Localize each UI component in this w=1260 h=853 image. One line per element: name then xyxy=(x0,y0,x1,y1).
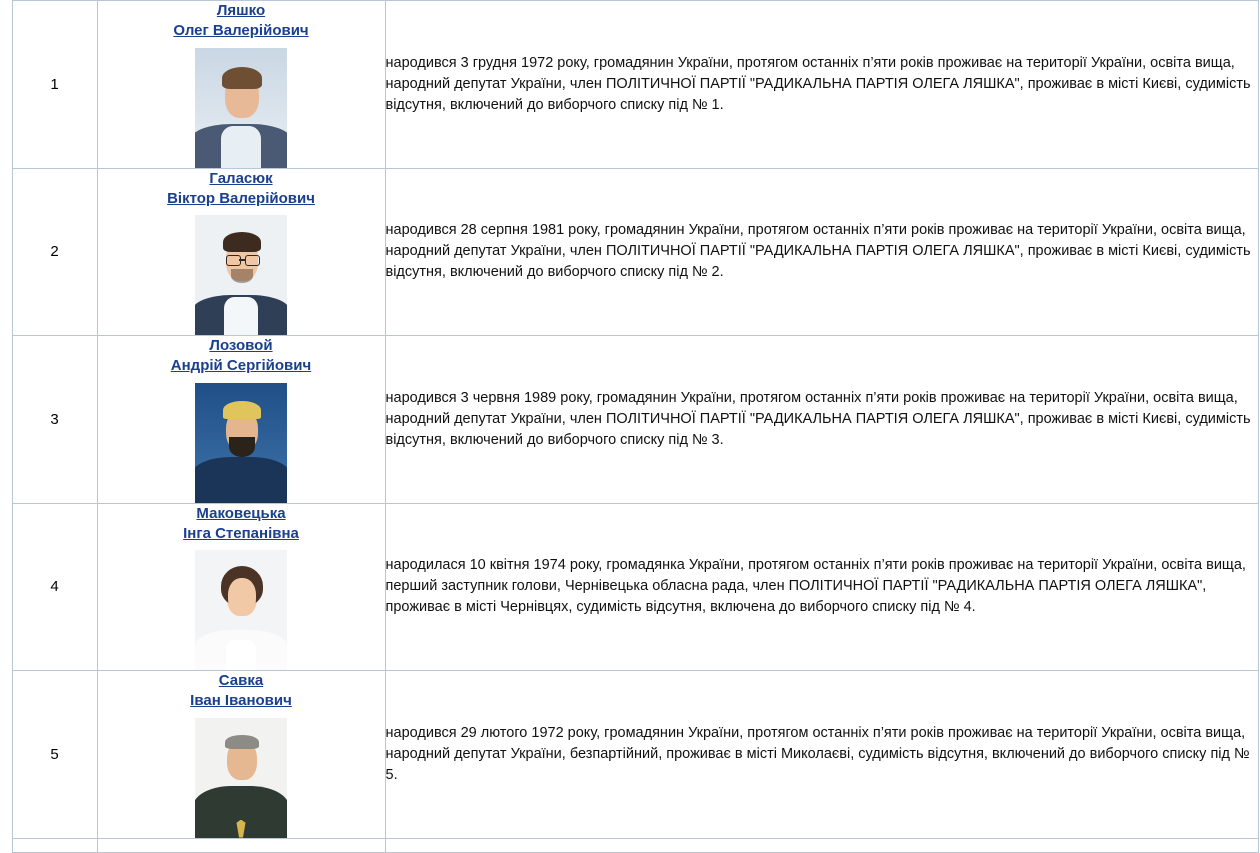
candidate-description: народився 3 червня 1989 року, громадянин України, протягом останніх п’яти років проживає на території України, освіта вища, народний депутат України, член ПОЛІТИЧНОЇ ПАРТІЇ "РАДИКАЛЬНА ПАРТІЯ ОЛЕГА ЛЯШКА", проживає в місті Києві, судимість відсутня, включений до виборчого списку під № 3. xyxy=(385,336,1258,504)
candidate-cell xyxy=(97,503,385,671)
left-spacer xyxy=(0,503,12,671)
candidate-surname: Маковецька xyxy=(196,504,286,522)
candidate-description: народився 3 грудня 1972 року, громадянин України, протягом останніх п’яти років проживає на території України, освіта вища, народний депутат України, член ПОЛІТИЧНОЇ ПАРТІЇ "РАДИКАЛЬНА ПАРТІЯ ОЛЕГА ЛЯШКА", проживає в місті Києві, судимість відсутня, включений до виборчого списку під № 1. xyxy=(385,1,1258,169)
candidate-surname: Галасюк xyxy=(209,169,273,187)
portrait-liashko xyxy=(195,48,287,168)
candidate-surname: Лозовой xyxy=(209,337,273,354)
candidate-name-link[interactable] xyxy=(98,1,385,42)
candidate-cell xyxy=(97,336,385,504)
left-spacer xyxy=(0,168,12,336)
candidate-cell xyxy=(97,168,385,336)
candidate-given-name: Віктор Валерійович xyxy=(167,189,315,207)
table-row xyxy=(0,671,1260,839)
left-spacer xyxy=(0,671,12,839)
left-spacer xyxy=(0,1,12,169)
candidate-cell xyxy=(97,1,385,169)
candidate-description: народилася 10 квітня 1974 року, громадянка України, протягом останніх п’яти років проживає на території України, освіта вища, перший заступник голови, Чернівецька обласна рада, член ПОЛІТИЧНОЇ ПАРТІЇ "РАДИКАЛЬНА ПАРТІЯ ОЛЕГА ЛЯШКА", проживає в місті Чернівцях, судимість відсутня, включена до виборчого списку під № 4. xyxy=(385,503,1258,671)
candidate-name-link[interactable] xyxy=(98,504,385,545)
portrait-makovetska xyxy=(195,550,287,670)
left-spacer xyxy=(0,838,12,852)
candidate-given-name: Інга Степанівна xyxy=(183,524,299,542)
table-row xyxy=(0,336,1260,504)
row-number: 3 xyxy=(12,336,97,504)
row-number: 4 xyxy=(12,503,97,671)
table-row-partial xyxy=(0,838,1260,852)
left-spacer xyxy=(0,336,12,504)
portrait-halasiuk xyxy=(195,215,287,335)
candidate-description: народився 28 серпня 1981 року, громадянин України, протягом останніх п’яти років проживає на території України, освіта вища, народний депутат України, член ПОЛІТИЧНОЇ ПАРТІЇ "РАДИКАЛЬНА ПАРТІЯ ОЛЕГА ЛЯШКА", проживає в місті Києві, судимість відсутня, включений до виборчого списку під № 2. xyxy=(385,168,1258,336)
candidate-given-name: Іван Іванович xyxy=(190,692,292,710)
candidate-surname: Савка xyxy=(218,672,264,689)
candidate-description: народився 29 лютого 1972 року, громадянин України, протягом останніх п’яти років проживає на території України, освіта вища, народний депутат України, безпартійний, проживає в місті Миколаєві, судимість відсутня, включений до виборчого списку під № 5. xyxy=(385,671,1258,839)
row-number-partial xyxy=(12,838,97,852)
table-row xyxy=(0,1,1260,169)
portrait-lozovoi xyxy=(195,383,287,503)
row-number: 2 xyxy=(12,168,97,336)
candidate-given-name: Олег Валерійович xyxy=(173,22,309,40)
candidate-surname: Ляшко xyxy=(216,2,266,19)
candidate-name-link[interactable] xyxy=(98,671,385,712)
candidate-name-link[interactable] xyxy=(98,336,385,377)
row-number: 5 xyxy=(12,671,97,839)
candidate-given-name: Андрій Сергійович xyxy=(170,357,312,375)
candidate-cell xyxy=(97,671,385,839)
candidate-name-link[interactable] xyxy=(98,169,385,210)
candidate-description-partial xyxy=(385,838,1258,852)
row-number: 1 xyxy=(12,1,97,169)
portrait-savka xyxy=(195,718,287,838)
table-row xyxy=(0,503,1260,671)
candidate-cell-partial xyxy=(97,838,385,852)
table-row xyxy=(0,168,1260,336)
